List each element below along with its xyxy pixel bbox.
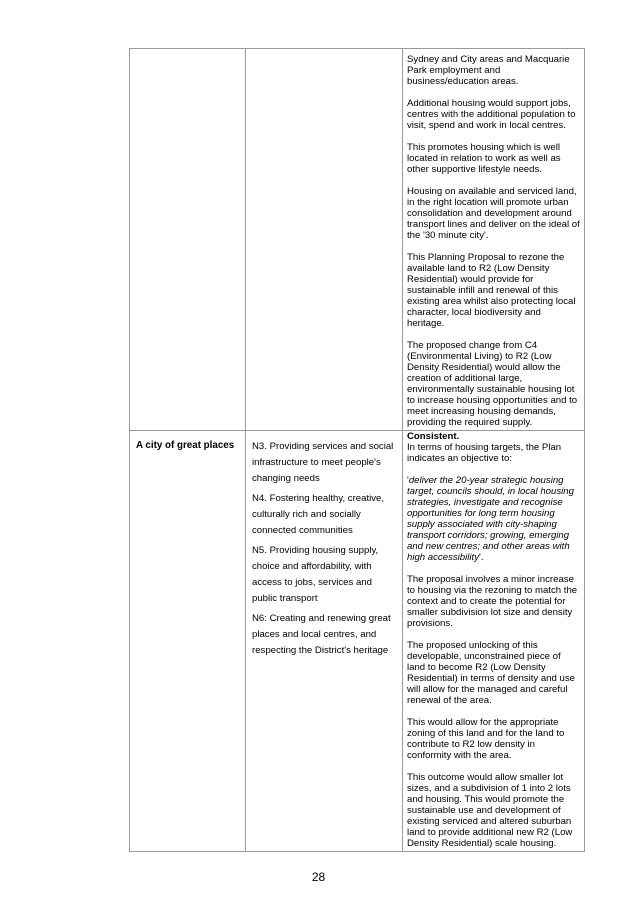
row2-theme: A city of great places xyxy=(136,440,235,451)
paragraph: Sydney and City areas and Macquarie Park employment and business/education areas. xyxy=(407,54,570,87)
quote-text: deliver the 20-year strategic housing target, councils should, in local housing strategies, investigate and recognise opportunities for long term housing supply associated with city-shaping transport corridors; growing, emerging and new centres; and other areas with high accessibility xyxy=(407,475,574,563)
quote-close: '. xyxy=(479,552,484,563)
paragraph: Housing on available and serviced land, in the right location will promote urban consolidation and development around transport lines and deliver on the ideal of the '30 minute city'. xyxy=(407,186,580,241)
page-number: 28 xyxy=(311,870,326,884)
quote-paragraph xyxy=(407,475,580,563)
row2-col2-cell xyxy=(246,431,403,852)
paragraph: In terms of housing targets, the Plan indicates an objective to: xyxy=(407,442,562,464)
planning-priority: N3. Providing services and social infrastructure to meet people's changing needs xyxy=(252,441,394,484)
paragraph: This outcome would allow smaller lot sizes, and a subdivision of 1 into 2 lots and housing. This would promote the sustainable use and development of existing serviced and altered suburban land to provide additional new R2 (Low Density Residential) scale housing. xyxy=(407,772,573,849)
quote-open: ' xyxy=(407,475,409,486)
row1-col2-cell xyxy=(246,49,403,431)
row2-col1-cell xyxy=(130,431,246,852)
paragraph: Additional housing would support jobs, centres with the additional population to visit, spend and work in local centres. xyxy=(407,98,576,131)
paragraph: This Planning Proposal to rezone the available land to R2 (Low Density Residential) would provide for sustainable infill and renewal of this existing area whilst also protecting local character, local biodiversity and heritage. xyxy=(407,252,576,329)
consistency-heading: Consistent. xyxy=(407,431,460,442)
paragraph: The proposed unlocking of this developable, unconstrained piece of land to become R2 (Low Density Residential) in terms of density and use will allow for the managed and careful renewal of the area. xyxy=(407,640,575,706)
row1-col3-cell xyxy=(403,49,585,431)
planning-priority: N5. Providing housing supply, choice and affordability, with access to jobs, services and public transport xyxy=(252,545,379,604)
consistency-table xyxy=(129,48,585,852)
paragraph: This promotes housing which is well located in relation to work as well as other supportive lifestyle needs. xyxy=(407,142,561,175)
paragraph: The proposed change from C4 (Environmental Living) to R2 (Low Density Residential) would allow the creation of additional large, environmentally sustainable housing lot to increase housing opportunities and to meet increasing housing demands, providing the required supply. xyxy=(407,340,578,428)
row1-theme xyxy=(130,49,245,58)
row1-col1-cell xyxy=(130,49,246,431)
planning-priority: N4. Fostering healthy, creative, culturally rich and socially connected communities xyxy=(252,493,385,536)
table-row xyxy=(130,431,585,852)
row2-col3-cell xyxy=(403,431,585,852)
table-row xyxy=(130,49,585,431)
paragraph: The proposal involves a minor increase to housing via the rezoning to match the context and to create the potential for smaller subdivision lot size and density provisions. xyxy=(407,574,578,629)
paragraph: This would allow for the appropriate zoning of this land and for the land to contribute to R2 low density in conformity with the area. xyxy=(407,717,565,761)
planning-priority: N6: Creating and renewing great places and local centres, and respecting the District's heritage xyxy=(252,613,391,656)
